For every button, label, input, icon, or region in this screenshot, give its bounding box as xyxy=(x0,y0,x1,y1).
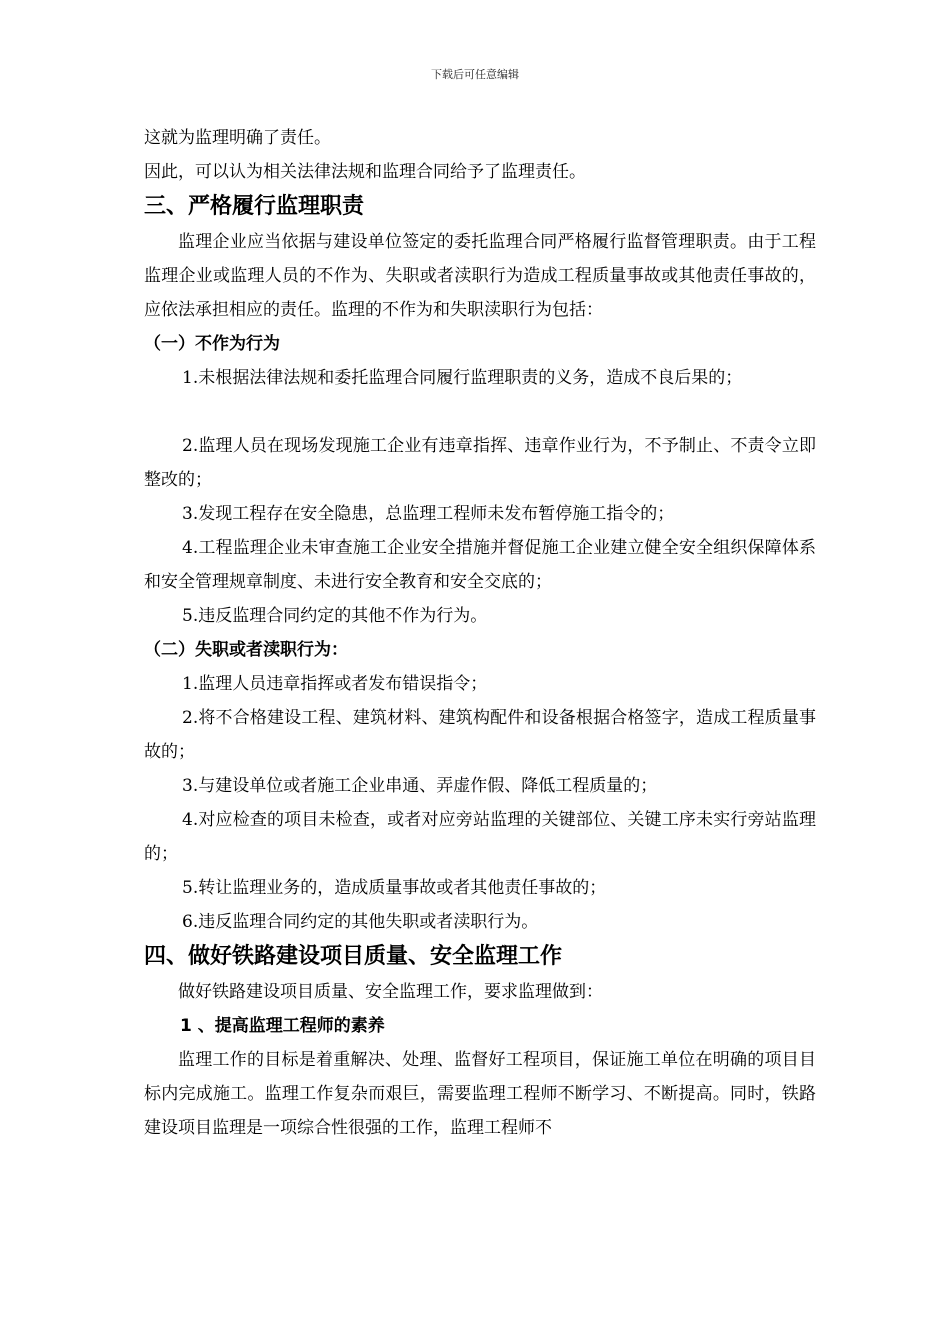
subsection-heading-dereliction: （二）失职或者渎职行为： xyxy=(144,640,348,660)
paragraph: 这就为监理明确了责任。 xyxy=(144,128,331,148)
section-heading-three: 三、严格履行监理职责 xyxy=(144,194,365,219)
list-item: 2.监理人员在现场发现施工企业有违章指挥、违章作业行为，不予制止、不责令立即整改的； xyxy=(144,436,816,490)
subsection-heading-quality: 1 、提高监理工程师的素养 xyxy=(180,1016,385,1036)
blank-line xyxy=(144,395,816,429)
page-header: 下载后可任意编辑 xyxy=(431,68,519,81)
paragraph: 做好铁路建设项目质量、安全监理工作，要求监理做到： xyxy=(178,982,603,1002)
paragraph: 因此，可以认为相关法律法规和监理合同给予了监理责任。 xyxy=(144,162,586,182)
list-item: 3.发现工程存在安全隐患，总监理工程师未发布暂停施工指令的； xyxy=(182,504,675,524)
list-item: 5.违反监理合同约定的其他不作为行为。 xyxy=(182,606,488,626)
list-item: 5.转让监理业务的，造成质量事故或者其他责任事故的； xyxy=(182,878,607,898)
list-item: 1.未根据法律法规和委托监理合同履行监理职责的义务，造成不良后果的； xyxy=(182,368,743,388)
section-heading-four: 四、做好铁路建设项目质量、安全监理工作 xyxy=(144,944,563,969)
list-item: 1.监理人员违章指挥或者发布错误指令； xyxy=(182,674,488,694)
list-item: 6.违反监理合同约定的其他失职或者渎职行为。 xyxy=(182,912,539,932)
paragraph: 监理企业应当依据与建设单位签定的委托监理合同严格履行监督管理职责。由于工程监理企业或监理人员的不作为、失职或者渎职行为造成工程质量事故或其他责任事故的，应依法承担相应的责任。监理的不作为和失职渎职行为包括： xyxy=(144,232,816,320)
subsection-heading-non-action: （一）不作为行为 xyxy=(144,334,280,354)
document-body xyxy=(144,121,816,1145)
list-item: 4.工程监理企业未审查施工企业安全措施并督促施工企业建立健全安全组织保障体系和安全管理规章制度、未进行安全教育和安全交底的； xyxy=(144,538,816,592)
list-item: 3.与建设单位或者施工企业串通、弄虚作假、降低工程质量的； xyxy=(182,776,658,796)
list-item: 4.对应检查的项目未检查，或者对应旁站监理的关键部位、关键工序未实行旁站监理的； xyxy=(144,810,816,864)
list-item: 2.将不合格建设工程、建筑材料、建筑构配件和设备根据合格签字，造成工程质量事故的； xyxy=(144,708,816,762)
paragraph: 监理工作的目标是着重解决、处理、监督好工程项目，保证施工单位在明确的项目目标内完成施工。监理工作复杂而艰巨，需要监理工程师不断学习、不断提高。同时，铁路建设项目监理是一项综合性很强的工作，监理工程师不 xyxy=(144,1050,816,1138)
